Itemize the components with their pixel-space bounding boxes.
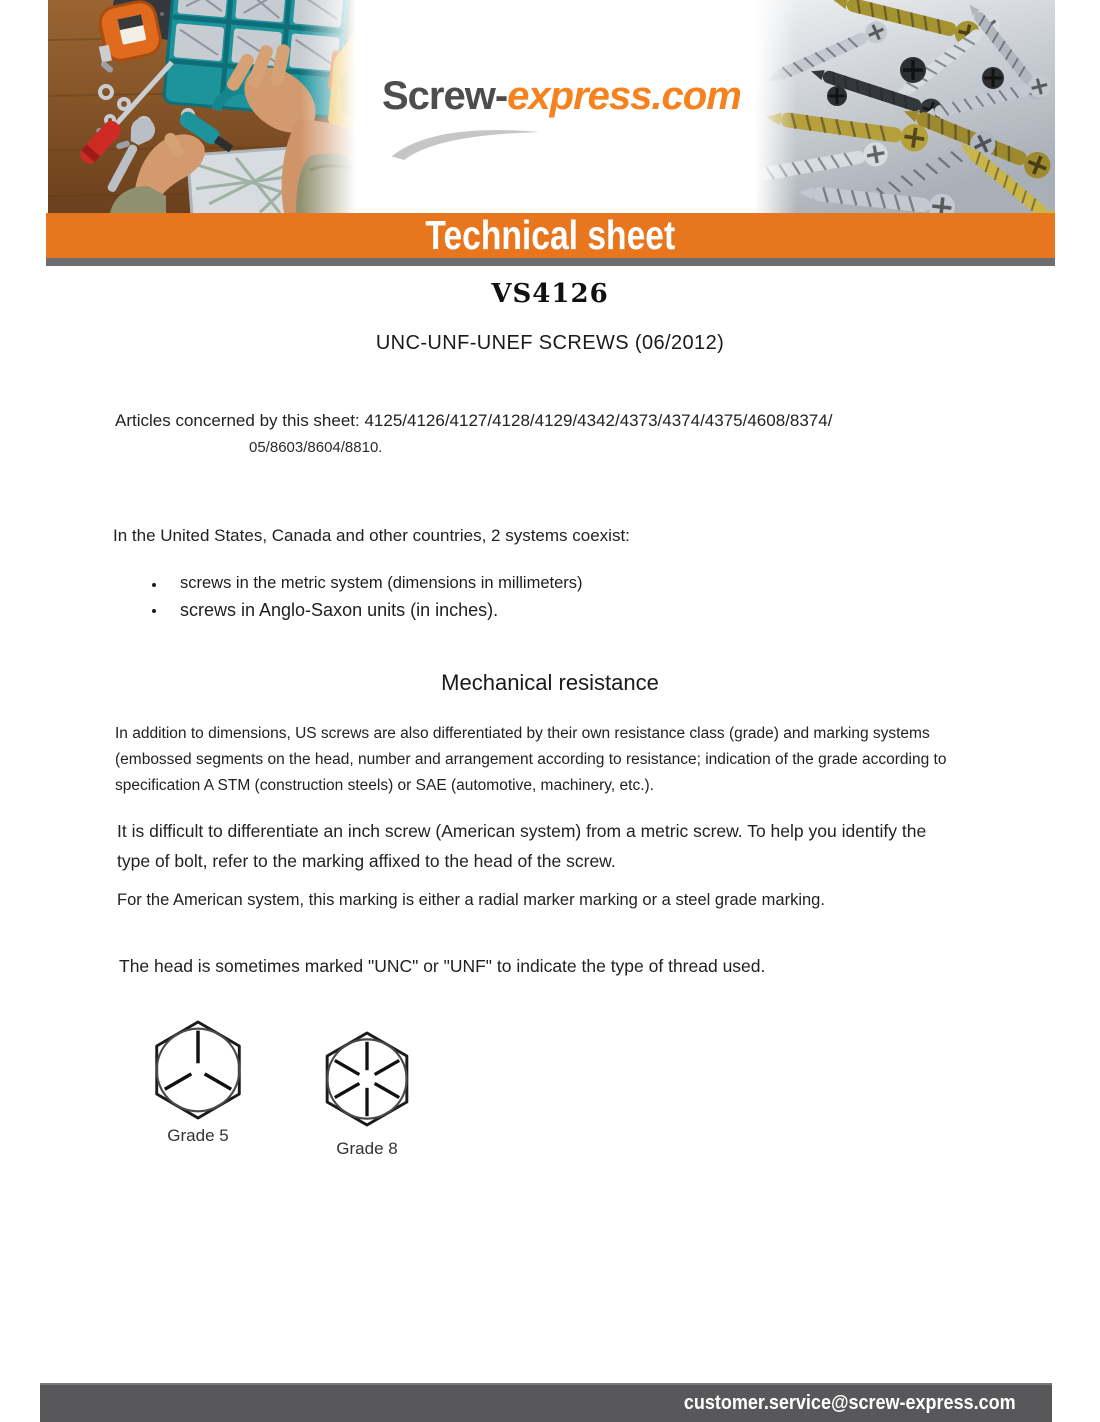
footer-email: customer.service@screw-express.com: [684, 1392, 1016, 1414]
workbench-photo: [48, 0, 356, 213]
paragraph-head-marking: The head is sometimes marked "UNC" or "UNF" to indicate the type of thread used.: [119, 956, 766, 976]
logo-text-prefix: Screw-: [382, 74, 508, 118]
articles-concerned-line2: 05/8603/8604/8810.: [249, 439, 383, 456]
section-heading-mechanical-resistance: Mechanical resistance: [441, 670, 659, 695]
grade8-hex-bolt-head-icon: [321, 1029, 413, 1129]
systems-bullet-list: [150, 574, 583, 628]
intro-text: In the United States, Canada and other countries, 2 systems coexist:: [113, 526, 630, 545]
brand-logo: [382, 74, 741, 119]
workbench-photo-art: [48, 0, 356, 213]
screws-photo: [755, 0, 1055, 213]
grade8-label: Grade 8: [336, 1139, 398, 1158]
paragraph-american-marking: For the American system, this marking is either a radial marker marking or a steel grade marking.: [117, 891, 825, 909]
footer-bar: [40, 1383, 1052, 1422]
document-title: UNC-UNF-UNEF SCREWS (06/2012): [375, 332, 725, 354]
bullet-dot-icon: [152, 583, 156, 587]
screws-photo-art: [755, 0, 1055, 213]
paragraph-differentiate: It is difficult to differentiate an inch screw (American system) from a metric screw. To help you identify the type of bolt, refer to the marking affixed to the head of the screw.: [117, 821, 927, 871]
logo-text-suffix: express.com: [507, 74, 741, 118]
articles-concerned-line1: Articles concerned by this sheet: 4125/4126/4127/4128/4129/4342/4373/4374/4375/4608/8374/: [115, 411, 833, 430]
bullet-item-anglo-saxon: [150, 600, 583, 621]
banner-divider-bar: [46, 258, 1055, 266]
bullet-item-metric: [150, 574, 583, 593]
bullet-text: screws in Anglo-Saxon units (in inches).: [180, 600, 499, 620]
document-code: VS4126: [491, 279, 609, 309]
grade5-hex-bolt-head-icon: [150, 1018, 246, 1122]
paragraph-resistance-classes: In addition to dimensions, US screws are also differentiated by their own resistance class (grade) and marking systems (embossed segments on the head, number and arrangement according to resistance; indication of the grade according to specification A STM (construction steels) or SAE (automotive, machinery, etc.).: [115, 725, 947, 794]
grade5-label: Grade 5: [167, 1126, 229, 1145]
technical-sheet-banner: [46, 213, 1055, 258]
bullet-text: screws in the metric system (dimensions in millimeters): [180, 574, 583, 592]
logo-swoosh-icon: [388, 124, 550, 160]
banner-title: Technical sheet: [425, 212, 676, 258]
bullet-dot-icon: [152, 609, 156, 613]
